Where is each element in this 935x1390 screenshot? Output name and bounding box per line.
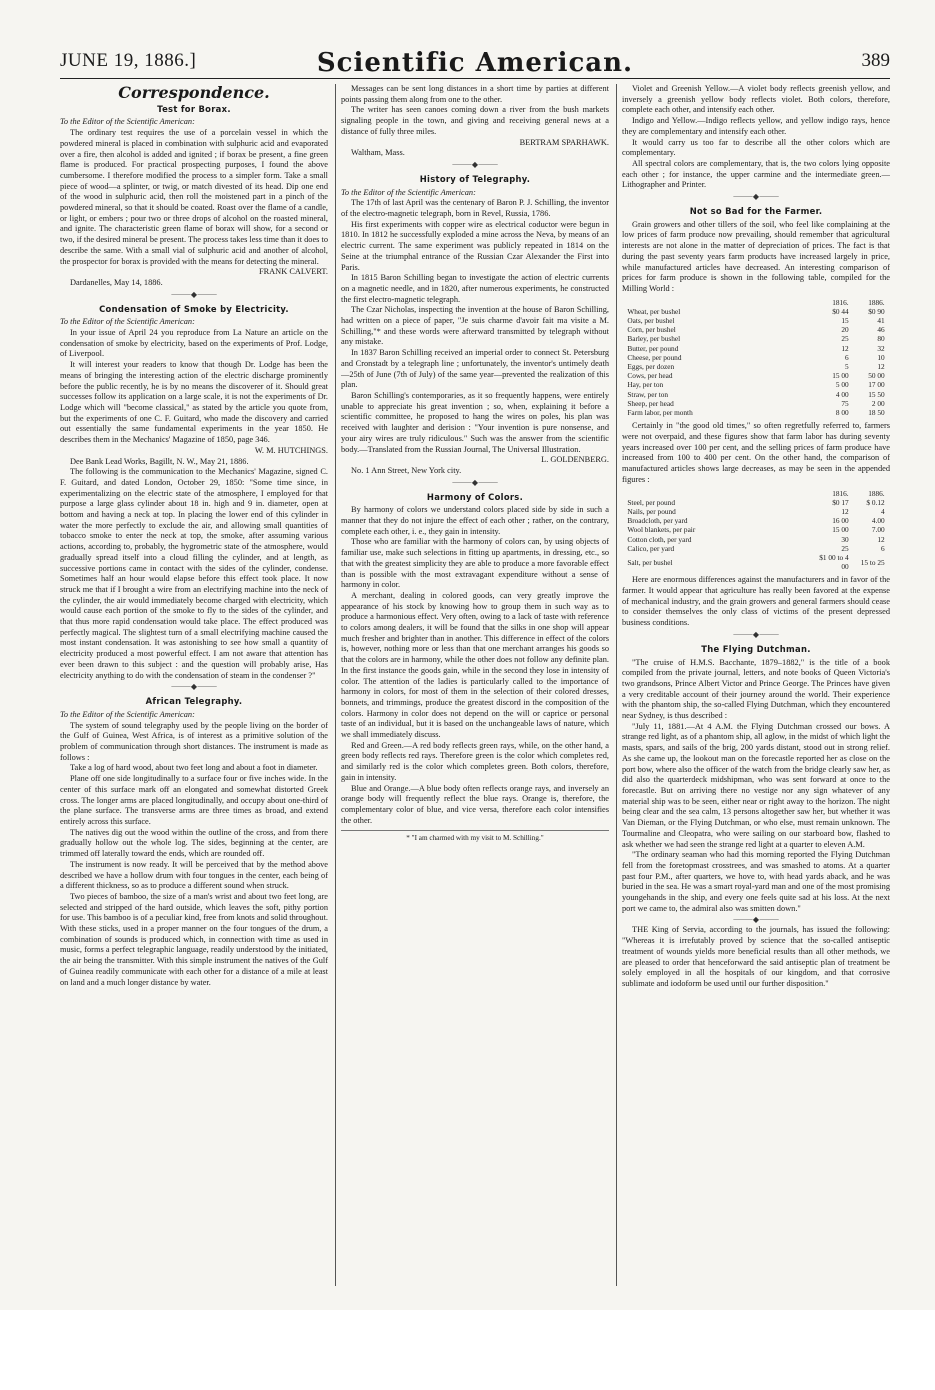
table-cell-item: Hay, per ton <box>627 380 664 390</box>
article-heading-smoke: Condensation of Smoke by Electricity. <box>99 303 289 314</box>
table-row <box>627 325 884 334</box>
paragraph: Indigo and Yellow.—Indigo reflects yellow, and yellow indigo rays, hence they are complementary and intensify each other. <box>622 116 890 136</box>
table-cell-item: Cheese, per pound <box>627 352 682 362</box>
address-line: To the Editor of the Scientific American: <box>60 709 195 719</box>
address-line: To the Editor of the Scientific American: <box>341 187 476 197</box>
footnote: * "I am charmed with my visit to M. Schilling." <box>341 830 609 844</box>
section-title: Correspondence. <box>118 84 270 102</box>
separator: ⸻◆⸻ <box>170 289 218 299</box>
paragraph: In 1815 Baron Schilling began to investigate the action of electric currents on a magnetic needle, and in 1820, after numerous experiments, he constructed the first electro-magnetic telegraph. <box>341 273 609 304</box>
table-row <box>627 371 884 380</box>
signature: FRANK CALVERT. <box>258 267 328 277</box>
table-cell-price: 12 <box>877 362 885 372</box>
paragraph: Blue and Orange.—A blue body often reflects orange rays, and inversely an orange body will frequently reflect the blue rays. Orange is, therefore, the complementary color of blue, and vice versa, therefore each color intensifies the other. <box>341 783 609 825</box>
table-cell-price: $0 90 <box>868 306 885 316</box>
column-1 <box>60 84 328 1286</box>
year-header: 1816. <box>832 488 849 498</box>
paragraph: Baron Schilling's contemporaries, as it so frequently happens, were entirely unable to appreciate his great invention ; so, when, explaining it before a scientific committee, he proposed to hang the wires on poles, his plan was received with laughter and derision : "Your invention is pure nonsense, and your airy wires are truly ridiculous." Such was the answer from the scientific body.—Translated from the Russian Journal, The Universal Illustration. <box>341 390 609 454</box>
table-cell-price: 20 <box>841 325 849 335</box>
paragraph: THE King of Servia, according to the journals, has issued the following: "Whereas it is irrefutably proved by science that the so-called antiseptic treatment of wounds yields more beneficial results than all other methods, we are pleased to order that henceforward the said antiseptic plan of treatment be solely employed in all the hospitals of our kingdom, and that corrosive sublimate and iodoform be used until our further disposition." <box>622 925 890 988</box>
table-cell-item: Calico, per yard <box>627 543 675 553</box>
table-cell-price: 6 <box>880 543 885 553</box>
article-heading-history: History of Telegraphy. <box>419 173 531 184</box>
table-row <box>627 316 884 325</box>
table-cell-item: Salt, per bushel <box>627 557 673 567</box>
table-cell-price: 12 <box>841 343 849 353</box>
paragraph: Grain growers and other tillers of the soil, who feel like complaining at the low prices of farm produce now prevailing, should remember that agricultural interests are not alone in the matter of depreciation of prices. The fact is that during the past seventy years farm products have increased largely in price, while manufactured articles have decreased. An interesting comparison of prices for farm produce is shown in the following table, compiled for the Milling World : <box>622 219 890 293</box>
paragraph: Here are enormous differences against the manufacturers and in favor of the farmer. It would appear that agriculture has really been favored at the expense of mechanical industry, and the grain growers and general farmers should cease to consider themselves the only class of victims of the present depressed business conditions. <box>622 575 890 628</box>
table-cell-price: 4.00 <box>871 516 885 526</box>
paragraph: A merchant, dealing in colored goods, can very greatly improve the appearance of his stock by knowing how to group them in such way as to produce a harmonious effect. Very often, owing to a lack of taste with reference to colors among dealers, it will be found that the silks in one shop will appear much fresher and brighter than in another. This difference in effect of the colors is, however, nothing more or less than that one merchant arranges his goods so that the colors are in harmony, while the other does not follow any definite plan. In the first instance the goods gain, while in the second they lose in intensity of color. The attention of the ladies is particularly called to the importance of harmony in colors, for most of them in the selection of their colored dresses, bonnets, and trimmings, produce the greatest discord in the composition of the colors. Harmony in color does not depend on the will or caprice or personal taste of an individual, but it is based on the unchangeable laws of nature, which we shall immediately discuss. <box>341 590 609 740</box>
table-cell-price: 5 00 <box>835 380 849 390</box>
table-cell-price: 16 00 <box>832 516 849 526</box>
table-cell-price: 5 <box>844 362 849 372</box>
paragraph: The Czar Nicholas, inspecting the invention at the house of Baron Schilling, had written on a piece of paper, "Je suis charme d'avoir fait ma visite a M. Schilling,"* and these words were afterward transmitted by telegraph without any mistake. <box>341 305 609 347</box>
table-row <box>627 553 884 571</box>
paragraph: The ordinary test requires the use of a porcelain vessel in which the powdered mineral is placed in combination with sulphuric acid and evaporated over a fire, then alcohol is added and ignited ; if borax be present, a fine green flame is produced. For practical prospecting purposes, I found the above cumbersome. I therefore modified the process to a simpler form. Take a small piece of wood—a splinter, or twig, or match divested of its head. Dip one end of the wood in sulphuric acid, then roll the moistened part in a pinch of the powdered mineral, so that it should be coated. Roast over the flame of a candle, or light, or embers ; pour two or three drops of alcohol on the roasted mineral, and ignite. The characteristic green flame of borax will show, for a second or two, if the desired mineral be present. The process takes less time than it does to describe the same. With a small vial of sulphuric acid and another of alcohol, the prospector for borax is provided with the means for detecting the mineral. <box>60 128 328 266</box>
paragraph: All spectral colors are complementary, that is, the two colors lying opposite each other ; for instance, the upper carmine and the intermediate green.—Lithographer and Printer. <box>622 158 890 190</box>
paragraph: The instrument is now ready. It will be perceived that by the method above described we have a hollow drum with four tongues in the center, each being of a different thickness, so as to produce a different sound when struck. <box>60 859 328 891</box>
bottom-margin <box>0 1310 935 1390</box>
table-cell-item: Corn, per bushel <box>627 325 676 335</box>
article-heading-african: African Telegraphy. <box>145 696 243 707</box>
table-cell-price: 17 00 <box>868 380 885 390</box>
paragraph: "The cruise of H.M.S. Bacchante, 1879–1882," is the title of a book compiled from the private journal, letters, and note books of Queen Victoria's two grandsons, Prince Albert Victor and Prince George. The Princes have given a very creditable account of their journey around the world. Their experience with the phantom ship, the so-called Flying Dutchman, which they encountered near Sydney, is thus described : <box>622 657 890 721</box>
table-row <box>627 353 884 362</box>
page-number: 389 <box>861 50 890 71</box>
column-rule <box>616 84 617 1286</box>
table-cell-price: 41 <box>877 316 885 326</box>
dateline: Dardanelles, May 14, 1886. <box>70 277 163 287</box>
table-cell-price: 15 to 25 <box>860 557 885 567</box>
paragraph: Certainly in "the good old times," so often regretfully referred to, farmers were not overpaid, and these figures show that farm labor has during seventy years increased over 100 per cent, and the selling prices of farm produce have increased from 100 to 400 per cent. On the other hand, the comparison of manufactured articles shows large decreases, as may be seen in the appended figures : <box>622 421 890 484</box>
year-header: 1886. <box>868 297 885 307</box>
paragraph: Two pieces of bamboo, the size of a man's wrist and about two feet long, are selected and stripped of the hard outside, which leaves the soft, pithy portion for use. This bamboo is of a peculiar kind, free from knots and solid throughout. With these sticks, used in a proper manner on the four tongues of the drum, a combination of sounds is produced which, in connection with time as used in music, forms a perfect telegraphic language, readily understood by the initiated, the air being the transmitter. With this simple instrument the natives of the Gulf of Guinea readily communicate with each other for a distance of a mile at least on land and a much longer distance by water. <box>60 891 328 987</box>
table-cell-item: Steel, per pound <box>627 497 675 507</box>
paragraph: The system of sound telegraphy used by the people living on the border of the Gulf of Guinea, West Africa, is of interest as a primitive solution of the problem of communication through short distances. The instrument is made as follows : <box>60 720 328 762</box>
table-cell-item: Broadcloth, per yard <box>627 516 688 526</box>
paragraph: The natives dig out the wood within the outline of the cross, and from there gradually hollow out the whole log. The sides, beginning at the center, are trimmed off laterally toward the ends, which are rounded off. <box>60 827 328 859</box>
table-cell-price: $ 0.12 <box>866 497 885 507</box>
table-row <box>627 408 884 417</box>
separator: ⸻◆⸻ <box>732 629 780 639</box>
price-table-farm-produce <box>627 298 884 418</box>
address-line: To the Editor of the Scientific American: <box>60 117 195 127</box>
table-row <box>627 307 884 316</box>
paragraph: In 1837 Baron Schilling received an imperial order to connect St. Petersburg and Cronstadt by a telegraph line ; unfortunately, the inventor's untimely death—25th of June (7th of July) of the same year—prevented the realization of this plan. <box>341 348 609 390</box>
table-cell-item: Sheep, per head <box>627 398 674 408</box>
table-row <box>627 334 884 343</box>
paragraph: In your issue of April 24 you reproduce from La Nature an article on the condensation of smoke by electricity, based on the experiments of Prof. Lodge, of Liverpool. <box>60 328 328 359</box>
table-cell-item: Cotton cloth, per yard <box>627 534 692 544</box>
signature: W. M. HUTCHINGS. <box>254 445 328 455</box>
table-cell-item: Oats, per bushel <box>627 316 675 326</box>
paragraph: His first experiments with copper wire as electrical coductor were begun in 1810. In 1812 he successfully exploded a mine across the Neva, by means of an electric current. The same experiment was publicly repeated in 1814 on the Seine at the triumphal entrance of the Russian Czar Alexander the First into Paris. <box>341 219 609 272</box>
article-heading-colors: Harmony of Colors. <box>426 491 524 502</box>
table-cell-price: $1 00 to 4 00 <box>819 552 849 572</box>
table-cell-price: 18 50 <box>868 408 885 418</box>
table-row <box>627 525 884 534</box>
paragraph: Messages can be sent long distances in a short time by parties at different points passing them along from one to the other. <box>341 84 609 104</box>
table-cell-price: 25 <box>841 334 849 344</box>
table-cell-price: 15 50 <box>868 389 885 399</box>
table-cell-price: 25 <box>841 543 849 553</box>
table-cell-price: 50 00 <box>868 371 885 381</box>
page-header <box>60 48 890 79</box>
dateline: Waltham, Mass. <box>351 148 405 158</box>
table-row <box>627 390 884 399</box>
table-cell-price: 12 <box>841 506 849 516</box>
column-2 <box>341 84 609 1286</box>
paragraph: The 17th of last April was the centenary of Baron P. J. Schilling, the inventor of the electro-magnetic telegraph, born in Revel, Russia, 1786. <box>341 198 609 219</box>
column-3 <box>622 84 890 1286</box>
table-cell-price: 75 <box>841 398 849 408</box>
table-cell-price: 4 00 <box>835 389 849 399</box>
table-cell-price: 46 <box>877 325 885 335</box>
paragraph: Violet and Greenish Yellow.—A violet body reflects greenish yellow, and inversely a greenish yellow body reflects violet. Both colors, therefore, complete each other, and intensify each other. <box>622 84 890 115</box>
issue-date: JUNE 19, 1886.] <box>60 50 197 71</box>
separator: ⸻◆⸻ <box>451 159 499 169</box>
table-row <box>627 362 884 371</box>
signature: BERTRAM SPARHAWK. <box>519 137 609 147</box>
table-cell-price: 12 <box>877 534 885 544</box>
table-cell-item: Cows, per head <box>627 371 673 381</box>
address-line: To the Editor of the Scientific American: <box>60 317 195 327</box>
signature: L. GOLDENBERG. <box>541 455 609 465</box>
table-row <box>627 399 884 408</box>
article-heading-farmer: Not so Bad for the Farmer. <box>689 206 823 217</box>
table-cell-price: $0 44 <box>832 306 849 316</box>
table-cell-price: 32 <box>877 343 885 353</box>
table-row <box>627 516 884 525</box>
paragraph: Those who are familiar with the harmony of colors can, by using objects of familiar use, make such selections in fitting up apartments, in dressing, etc., so that with the greatest simplicity they are able to produce a more favorable effect than is possible with the most extravagant expenditure without a sense of harmony in color. <box>341 537 609 590</box>
separator: ⸻◆⸻ <box>170 682 218 692</box>
table-cell-price: 7.00 <box>871 525 885 535</box>
table-cell-price: 2 00 <box>871 398 885 408</box>
table-cell-item: Wool blankets, per pair <box>627 525 696 535</box>
table-cell-item: Barley, per bushel <box>627 334 681 344</box>
column-rule <box>335 84 336 1286</box>
table-row <box>627 535 884 544</box>
table-cell-price: 8 00 <box>835 408 849 418</box>
table-cell-item: Farm labor, per month <box>627 408 693 418</box>
dateline: Dee Bank Lead Works, Bagillt, N. W., May 21, 1886. <box>70 456 249 466</box>
paragraph: "July 11, 1881.—At 4 A.M. the Flying Dutchman crossed our bows. A strange red light, as of a phantom ship, all aglow, in the midst of which light the masts, spars, and sails of the brig, 200 yards distant, stood out in strong relief. As she came up, the lookout man on the forecastle reported her as close on the port bow, where also the officer of the watch from the bridge clearly saw her, as did also the quarterdeck midshipman, who was sent forward at once to the forecastle. But on arriving there no vestige nor any sign whatever of any material ship was to be seen, either near or right away to the horizon. The night being clear and the sea calm, 13 persons altogether saw her, but whether it was Van Dieman, or the Flying Dutchman, or who else, must remain unknown. The Tourmaline and Cleopatra, who were sailing on our starboard bow, flashed to ask whether we had seen the strange red light at a quarter to eleven A.M. <box>622 721 890 849</box>
table-cell-item: Wheat, per bushel <box>627 306 681 316</box>
table-cell-item: Straw, per ton <box>627 389 669 399</box>
table-cell-price: 10 <box>877 352 885 362</box>
paragraph: It will interest your readers to know that though Dr. Lodge has been the means of bringing the interesting action of the electric discharge prominently before the public recently, he is by no means the discoverer of it. Should great successes follow its application on a large scale, it is not the experiments of Dr. Lodge which will "become classical," as stated by the article you quote from, but the experiments of one C. F. Guitard, who made the discovery and carried out essentially the same fundamental experiments in the year 1850. He describes them in the Mechanics' Magazine of 1850, page 346. <box>60 360 328 445</box>
paragraph: By harmony of colors we understand colors placed side by side in such a manner that they do not injure the effect of each other ; rather, on the contrary, complete each other, i. e., they gain in intensity. <box>341 505 609 536</box>
paragraph: The writer has seen canoes coming down a river from the bush markets signaling people in the town, and giving and receiving general news at a distance of fully three miles. <box>341 105 609 136</box>
price-table-manufactured <box>627 489 884 572</box>
table-cell-price: 30 <box>841 534 849 544</box>
separator: ⸻◆⸻ <box>732 192 780 202</box>
paragraph: It would carry us too far to describe all the other colors which are complementary. <box>622 137 890 158</box>
separator: ⸻◆⸻ <box>732 915 780 925</box>
table-row <box>627 498 884 507</box>
dateline: No. 1 Ann Street, New York city. <box>351 465 462 475</box>
article-heading-dutchman: The Flying Dutchman. <box>701 643 811 654</box>
table-row <box>627 380 884 389</box>
article-heading-borax: Test for Borax. <box>157 103 231 114</box>
table-cell-item: Eggs, per dozen <box>627 362 675 372</box>
separator: ⸻◆⸻ <box>451 477 499 487</box>
year-header: 1886. <box>868 488 885 498</box>
table-cell-price: 80 <box>877 334 885 344</box>
table-row <box>627 544 884 553</box>
paragraph: The following is the communication to the Mechanics' Magazine, signed C. F. Guitard, and dated London, October 29, 1850: "Some time since, in experimentalizing on the electric state of the atmosphere, I employed for that purpose a large glass cylinder about 18 in. high and 9 in. diameter, open at bottom and having a neck at top. In placing the lower end of this cylinder in water the more perfectly to exclude the air, and allowing small quantities of tobacco smoke to enter the neck at top, the smoke, after assuming various actions, according to, probably, the hygrometric state of the atmosphere, would gradually spread itself into a cloud filling the cylinder, and at length, as successive portions came in contact with the sides of the cylinder, condense. Sometimes half an hour would elapse before this effect took place. It now struck me that if I brought a wire from an electrifying machine into the neck of the cylinder, the air would immediately become charged with electricity, which would cause each portion of the smoke to fly to the sides of the cylinder, and that thus more rapid condensation would take place. The effect produced was perfectly magical. The slightest turn of a small electrifying machine caused the most instant condensation. It was astonishing to see how small a quantity of electricity produced a most powerful effect. I am not aware that attention has ever been drawn to this subject : and the question will probably arise, Has electricity anything to do with the condensation of steam in the condenser ?" <box>60 467 328 680</box>
table-cell-item: Nails, per pound <box>627 506 676 516</box>
paragraph: Take a log of hard wood, about two feet long and about a foot in diameter. <box>70 763 318 773</box>
table-cell-price: 6 <box>844 352 849 362</box>
paragraph: "The ordinary seaman who had this morning reported the Flying Dutchman fell from the foretopmast crosstrees, and was smashed to atoms. At a quarter past four P.M., after quarters, we hove to, with head yards aback, and he was buried in the sea. He was a smart royal-yard man and one of the most promising youngehands in the ship, and every one feels quite sad at his loss. At the next port we came to, the admiral also was smitten down." <box>622 850 890 913</box>
table-cell-price: 15 00 <box>832 525 849 535</box>
table-cell-price: 4 <box>880 506 885 516</box>
paragraph: Red and Green.—A red body reflects green rays, while, on the other hand, a green body reflects red rays. Therefore green is the color which completes red, and similarly red is the color which completes green. Both colors, therefore, gain in intensity. <box>341 740 609 782</box>
paragraph: Plane off one side longitudinally to a surface four or five inches wide. In the center of this surface mark off an elongated and somewhat distorted Greek cross. The longer arms are placed longitudinally, and occupy about one-third of the plane surface. The transverse arms are three times as broad, and extend entirely across this surface. <box>60 774 328 826</box>
table-cell-item: Butter, per pound <box>627 343 679 353</box>
masthead-title: Scientific American. <box>316 48 634 78</box>
year-header: 1816. <box>832 297 849 307</box>
table-row <box>627 344 884 353</box>
table-cell-price: 15 <box>841 316 849 326</box>
table-cell-price: 15 00 <box>832 371 849 381</box>
table-row <box>627 507 884 516</box>
table-cell-price: $0 17 <box>832 497 849 507</box>
